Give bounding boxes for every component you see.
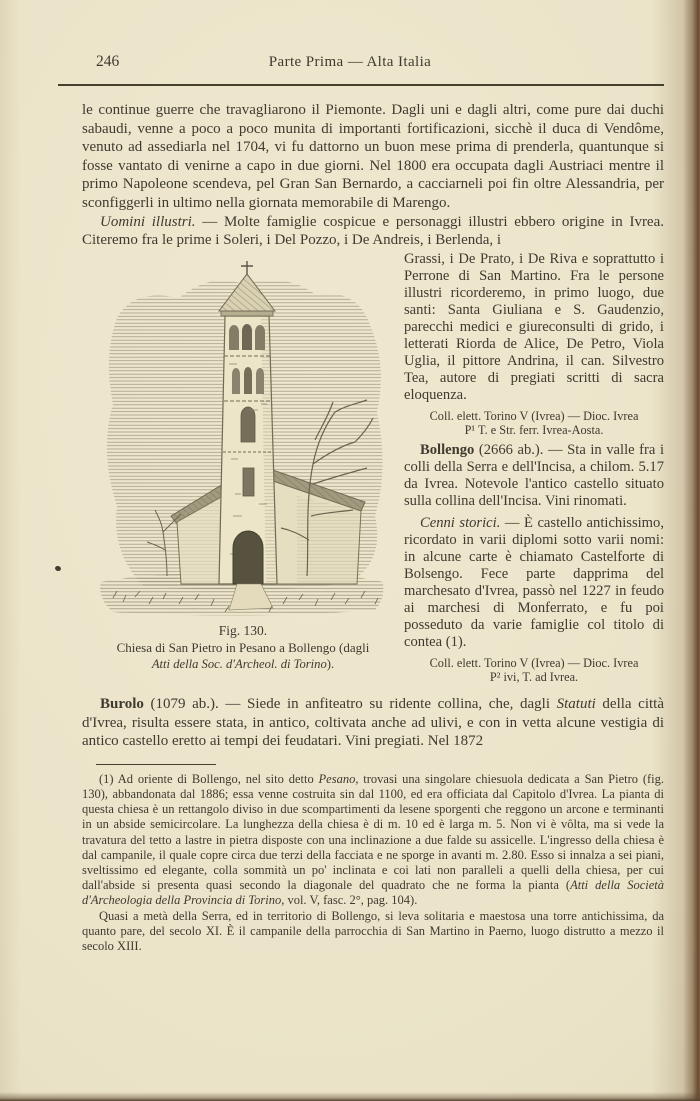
arch-2-3 (256, 368, 264, 394)
arch-2-2 (244, 367, 252, 394)
figure-and-column-row (82, 251, 664, 689)
electoral-note-ivrea-line1: Coll. elett. Torino V (Ivrea) — Dioc. Ivrea (429, 408, 639, 423)
uomini-illustri-lead: Uomini illustri. (100, 213, 196, 230)
paragraph-uomini-continued: Grassi, i De Prato, i De Riva e soprattutto i Perrone di San Martino. Fra le persone illustri ricorderemo, in primo luogo, due santi: Santa Giuliana e S. Gaudenzio, parecchi medici e giureconsulti di grido, i letterati Riorda de Alice, De Petro, Viola Uglia, il pittore Andrina, il can. Silvestro Tea, autore di pregiati scritti di sacra eloquenza. (404, 250, 664, 403)
electoral-note-bollengo-line1: Coll. elett. Torino V (Ivrea) — Dioc. Ivrea (429, 656, 639, 671)
running-title: Parte Prima — Alta Italia (268, 54, 432, 70)
footnote-2: Quasi a metà della Serra, ed in territorio di Bollengo, si leva solitaria e maestosa una torre antichissima, da quanto pare, del secolo XI. È il campanile della parrocchia di San Martino in Paerno, luogo distrutto a mezzo il secolo XIII. (82, 908, 664, 953)
paragraph-burolo (82, 695, 664, 751)
paragraph-cenni-storici (404, 515, 664, 651)
tower-window-small (243, 468, 254, 496)
uomini-illustri-text: — Molte famiglie cospicue e personaggi illustri ebbero origine in Ivrea. Citeremo fra le prime i Soleri, i Del Pozzo, i De Andreis, i Berlenda, i (82, 213, 665, 249)
doorway-arch (233, 531, 263, 584)
belfry-arch-1 (229, 325, 239, 350)
figure-caption-text: Chiesa di San Pietro in Pesano a Bollengo (dagli (116, 639, 370, 655)
paragraph-uomini-illustri (82, 213, 664, 250)
electoral-note-bollengo-line2: P² ivi, T. ad Ivrea. (489, 670, 579, 685)
electoral-note-ivrea-line2: P¹ T. e Str. ferr. Ivrea-Aosta. (464, 422, 604, 437)
footnote-1-suffix: , vol. V, fasc. 2°, pag. 104). (281, 893, 418, 908)
page-edge-bottom (0, 1092, 700, 1101)
ink-speck (54, 565, 61, 572)
figure-caption-close: ). (326, 657, 335, 672)
footnote-1-prefix: (1) Ad oriente di Bollengo, nel sito detto (99, 771, 319, 786)
bollengo-lead: Bollengo (420, 442, 475, 459)
footnote-1-middle: , trovasi una singolare chiesuola dedicata a San Pietro (fig. 130), abbandonata dal 1886; essa venne costruita sin dal 1100, ed era officiata dal Capitolo d'Ivrea. La pianta di questa chiesa è un rettangolo diviso in due scompartimenti da lesene sporgenti che reggono un arcone e terminanti in un abside semicircolare. La lunghezza della chiesa è di m. 10 ed è larga m. 5. Non vi è vôlta, ma si vede la travatura del tetto a lastre in pietra disposte con una inclinazione a due falde su assicelle. L'ingresso della chiesa è dal campanile, il quale copre circa due terzi della facciata e ne sporge in avanti m. 2.80. Esso si innalza a sei piani, sveltissimo ed elegante, colla sommità un po' inclinata e coi lati non paralleli a quelli della chiesa, per cui dall'abside si presenta quasi secondo la diagonale del quadrato che ne forma la pianta ( (82, 771, 665, 893)
footnote-separator (96, 764, 216, 765)
footnote-1-atti: Atti della Società d'Archeologia della Provincia di Torino (82, 878, 665, 908)
figure-caption-source: Atti della Soc. d'Archeol. di Torino (151, 657, 327, 672)
figure-label: Fig. 130. (218, 622, 268, 638)
tower-window-arched (241, 407, 255, 442)
right-column (404, 251, 664, 689)
cenni-storici-lead: Cenni storici. (420, 515, 501, 532)
burolo-text-1: (1079 ab.). — Siede in anfiteatro su ridente collina, che, dagli (143, 695, 557, 712)
electoral-note-ivrea (404, 410, 664, 438)
figure-caption (82, 640, 404, 673)
footnotes-block (82, 772, 664, 954)
figure-caption-block (82, 623, 404, 673)
paragraph-continuation: le continue guerre che travagliarono il Piemonte. Dagli uni e dagli altri, come pure dai duchi sabaudi, venne a poco a poco munita di importanti fortificazioni, sicchè il duca di Vendôme, venuto ad assediarla nel 1704, vi fu dattorno un buon mese prima di prenderla, quantunque si fosse vantato di venirne a capo in due giorni. Nel 1800 era occupata dagli Austriaci mentre il primo Napoleone scendeva, pel Gran San Bernardo, a cacciarneli poi fin oltre Alessandria, per sconfiggerli in ultimo nella giornata memorabile di Marengo. (82, 102, 664, 211)
cenni-storici-text: — È castello antichissimo, ricordato in varii diplomi sotto varii nomi: in alcune carte è chiamato Castelforte di Bolsengo. Fece parte dapprima del marchesato d'Ivrea, passò nel 1227 in feudo ai marchesi di Monferrato, e fu poi posseduto da varie famiglie col titolo di contea (1). (404, 515, 664, 651)
page-number: 246 (96, 53, 120, 70)
bollengo-text: (2666 ab.). — Sta in valle fra i colli della Serra e dell'Incisa, a chilom. 5.17 da Ivrea. Notevole l'antico castello situato sulla collina dell'Incisa. Vini rinomati. (404, 442, 664, 510)
right-wall-shading (297, 496, 361, 584)
page-content (82, 101, 664, 954)
page-edge-right (683, 0, 700, 1101)
belfry-arch-2 (242, 324, 252, 350)
footnote-1-pesano: Pesano (318, 771, 356, 786)
footnote-1 (82, 772, 664, 909)
figure-130 (82, 251, 404, 689)
church-engraving-image (83, 254, 399, 622)
cross-finial (241, 261, 253, 274)
burolo-lead: Burolo (100, 695, 144, 712)
burolo-statuti: Statuti (556, 695, 596, 712)
tower-cornice (221, 311, 273, 316)
belfry-arch-3 (255, 325, 265, 350)
electoral-note-bollengo (404, 657, 664, 685)
arch-2-1 (232, 368, 240, 394)
header-rule (58, 84, 664, 86)
paragraph-bollengo (404, 442, 664, 510)
burolo-text-2: della città d'Ivrea, risulta essere stata, in antico, coltivata anche ad ulivi, e con in vetta alcune vestigia di antico castello eretto ai tempi dei feudatari. Vini pregiati. Nel 1872 (82, 695, 664, 750)
